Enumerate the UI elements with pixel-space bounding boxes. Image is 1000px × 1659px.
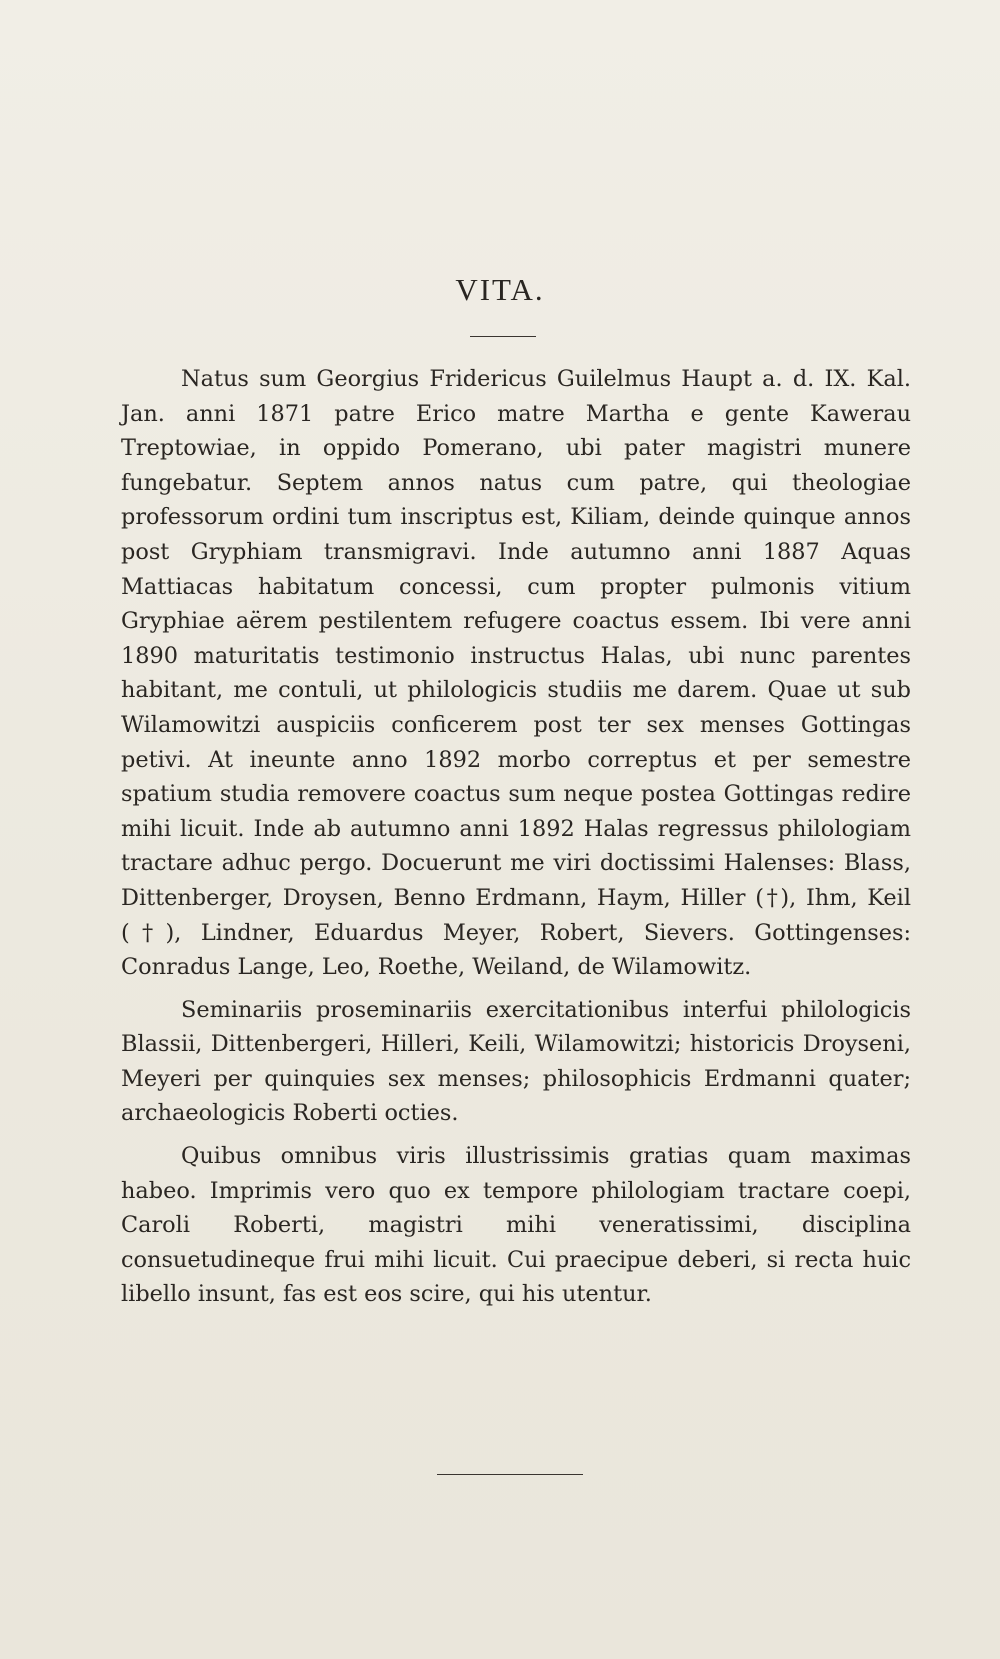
page-title: VITA. xyxy=(455,272,545,307)
title-divider xyxy=(470,336,536,337)
closing-divider xyxy=(437,1474,583,1475)
body-text xyxy=(121,362,911,1320)
paragraph-seminars: Seminariis proseminariis exercitationibus interfui philologicis Blassii, Dittenbergeri, Hilleri, Keili, Wilamowitzi; historicis Droyseni, Meyeri per quinquies sex menses; philosophicis Erdmanni quater; archaeologicis Roberti octies. xyxy=(121,996,911,1127)
paragraph-thanks: Quibus omnibus viris illustrissimis gratias quam maximas habeo. Imprimis vero quo ex tempore philologiam tractare coepi, Caroli Roberti, magistri mihi veneratissimi, disciplina consuetudineque frui mihi licuit. Cui praecipue deberi, si recta huic libello insunt, fas est eos scire, qui his utentur. xyxy=(121,1143,911,1308)
paragraph-biography: Natus sum Georgius Fridericus Guilelmus Haupt a. d. IX. Kal. Jan. anni 1871 patre Erico matre Martha e gente Kawerau Treptowiae, in oppido Pomerano, ubi pater magistri munere fungebatur. Septem annos natus cum patre, qui theologiae professorum ordini tum inscriptus est, Kiliam, deinde quinque annos post Gryphiam transmigravi. Inde autumno anni 1887 Aquas Mattiacas habitatum concessi, cum propter pulmonis vitium Gryphiae aërem pestilentem refugere coactus essem. Ibi vere anni 1890 maturitatis testimonio instructus Halas, ubi nunc parentes habitant, me contuli, ut philologicis studiis me darem. Quae ut sub Wilamowitzi auspiciis conficerem post ter sex menses Gottingas petivi. At ineunte anno 1892 morbo correptus et per semestre spatium studia removere coactus sum neque postea Gottingas redire mihi licuit. Inde ab autumno anni 1892 Halas regressus philologiam tractare adhuc pergo. Docuerunt me viri doctissimi Halenses: Blass, Dittenberger, Droysen, Benno Erdmann, Haym, Hiller (†), Ihm, Keil (†), Lindner, Eduardus Meyer, Robert, Sievers. Gottingenses: Conradus Lange, Leo, Roethe, Weiland, de Wilamowitz. xyxy=(121,366,911,981)
